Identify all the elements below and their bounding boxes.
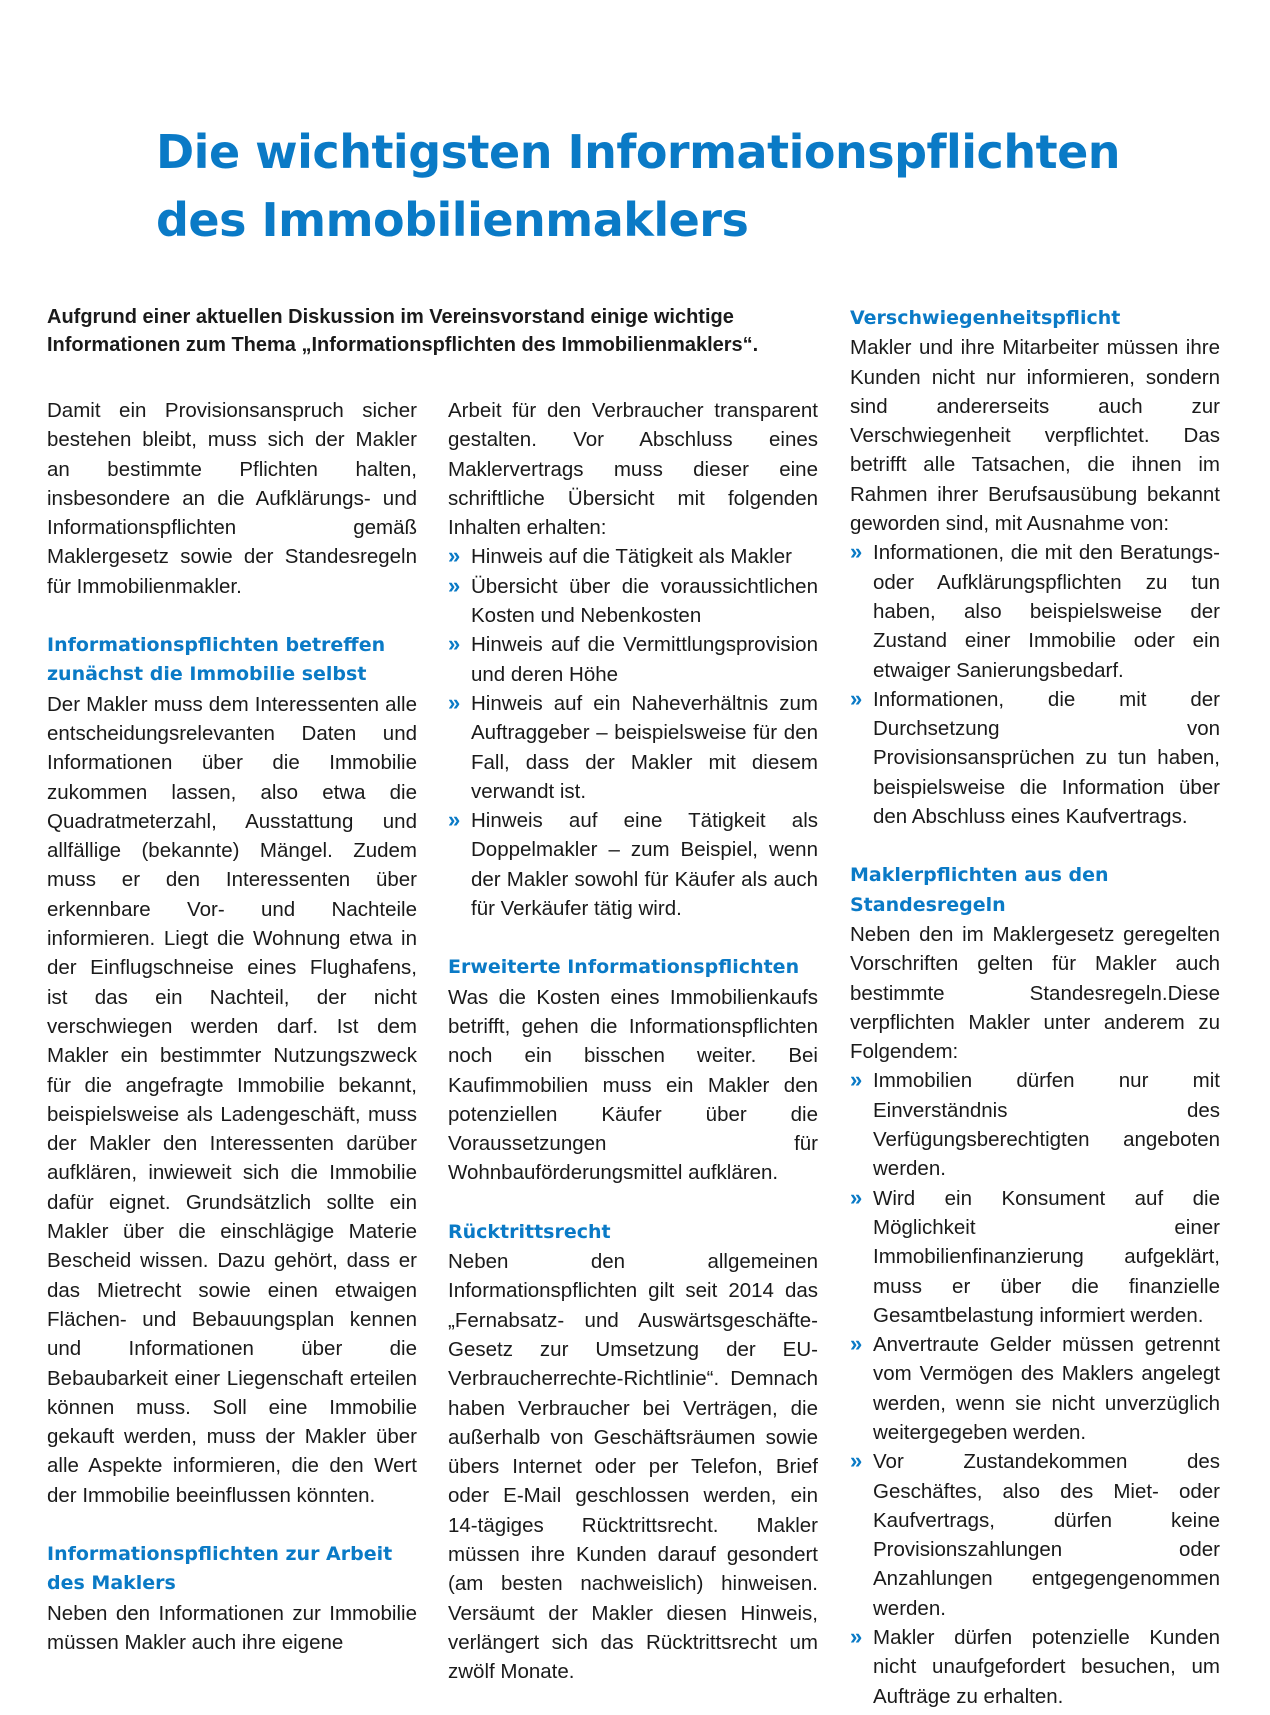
section-text-arbeit: Neben den Informationen zur Immobilie müssen Makler auch ihre eigene bbox=[47, 1601, 417, 1654]
lead-paragraph: Aufgrund einer aktuellen Diskussion im Vereinsvorstand einige wichtige Informationen zum Thema „Informationspflichten des Immobilienmaklers“. bbox=[47, 306, 759, 356]
list-item: » Vor Zustandekommen des Geschäftes, also des Miet- oder Kaufvertrags, dürfen keine Provisionszahlungen oder Anzahlungen entgegengenommen werden. bbox=[850, 1448, 1220, 1620]
list-item: » Makler dürfen potenzielle Kunden nicht unaufgefordert besuchen, um Aufträge zu erhalten. bbox=[850, 1624, 1220, 1708]
section-heading-standesregeln: Maklerpflichten aus den Standesregeln bbox=[850, 864, 1109, 916]
list-item: » Hinweis auf ein Naheverhältnis zum Auftraggeber – beispielsweise für den Fall, dass der Makler mit diesem verwandt ist. bbox=[448, 689, 818, 803]
bullet-arrow-icon: » bbox=[448, 631, 461, 657]
column-2 bbox=[448, 396, 818, 1686]
bullet-arrow-icon: » bbox=[448, 572, 461, 598]
column-3 bbox=[850, 304, 1220, 1711]
section-text-erweitert: Was die Kosten eines Immobilienkaufs betrifft, gehen die Informationspflichten noch ein bisschen weiter. Bei Kaufimmobilien muss ein Makler den potenziellen Käufer über die Voraussetzungen für Wohnbauförderungsmittel aufklären. bbox=[448, 985, 818, 1185]
section-heading-ruecktritt: Rücktrittsrecht bbox=[448, 1220, 611, 1243]
bullet-arrow-icon: » bbox=[448, 689, 461, 715]
list-item: » Hinweis auf die Tätigkeit als Makler bbox=[448, 542, 818, 571]
title-line-1: Die wichtigsten Informationspflichten bbox=[156, 125, 1121, 179]
column-1 bbox=[47, 396, 417, 1657]
list-item: » Übersicht über die voraussichtlichen Kosten und Nebenkosten bbox=[448, 572, 818, 628]
bullet-arrow-icon: » bbox=[850, 1067, 863, 1093]
section-heading-erweitert: Erweiterte Informationspflichten bbox=[448, 956, 800, 979]
list-item: » Wird ein Konsument auf die Möglichkeit einer Immobilienfinanzierung aufgeklärt, muss er über die finanzielle Gesamtbelastung informiert werden. bbox=[850, 1184, 1220, 1327]
list-item: » Anvertraute Gelder müssen getrennt vom Vermögen des Maklers angelegt werden, wenn sie nicht unverzüglich weitergegeben werden. bbox=[850, 1331, 1220, 1444]
bullet-arrow-icon: » bbox=[850, 539, 863, 565]
bullet-arrow-icon: » bbox=[850, 1184, 863, 1210]
bullet-arrow-icon: » bbox=[448, 807, 461, 833]
section-heading-immobilie: Informationspflichten betreffen zunächst die Immobilie selbst bbox=[47, 634, 386, 686]
section-text-verschwiegenheit: Makler und ihre Mitarbeiter müssen ihre Kunden nicht nur informieren, sondern sind andererseits auch zur Verschwiegenheit verpflichtet. Das betrifft alle Tatsachen, die ihnen im Rahmen ihrer Berufsausübung bekannt geworden sind, mit Ausnahme von: bbox=[850, 336, 1220, 536]
list-item: » Informationen, die mit der Durchsetzung von Provisionsansprüchen zu tun haben, beispielsweise die Information über den Abschluss eines Kaufvertrags. bbox=[850, 685, 1220, 829]
section-text-ruecktritt: Neben den allgemeinen Informationspflichten gilt seit 2014 das „Fernabsatz- und Auswärtsgeschäfte-Gesetz zur Umsetzung der EU-Verbraucherrechte-Richtlinie“. Demnach haben Verbraucher bei Verträgen, die außerhalb von Geschäftsräumen sowie übers Internet oder per Telefon, Brief oder E-Mail geschlossen werden, ein 14-tägiges Rücktrittsrecht. Makler müssen ihre Kunden darauf gesondert (am besten nachweislich) hinweisen. Versäumt der Makler diesen Hinweis, verlängert sich das Rücktrittsrecht um zwölf Monate. bbox=[448, 1250, 818, 1684]
bullet-arrow-icon: » bbox=[850, 685, 863, 711]
continuation-paragraph: Arbeit für den Verbraucher transparent gestalten. Vor Abschluss eines Maklervertrags muss dieser eine schriftliche Übersicht mit folgenden Inhalten erhalten: bbox=[448, 399, 818, 540]
bullet-list-standesregeln bbox=[850, 1066, 1220, 1711]
list-item: » Hinweis auf die Vermittlungsprovision und deren Höhe bbox=[448, 631, 818, 686]
list-item: » Informationen, die mit den Beratungs- oder Aufklärungspflichten zu tun haben, also beispielsweise der Zustand einer Immobilie oder ein etwaiger Sanierungsbedarf. bbox=[850, 539, 1220, 682]
bullet-arrow-icon: » bbox=[850, 1448, 863, 1474]
bullet-arrow-icon: » bbox=[850, 1624, 863, 1650]
page-title bbox=[156, 118, 1236, 254]
section-heading-verschwiegenheit: Verschwiegenheitspflicht bbox=[850, 307, 1121, 329]
bullet-list-overview bbox=[448, 542, 818, 923]
list-item: » Immobilien dürfen nur mit Einverständnis des Verfügungsberechtigten angeboten werden. bbox=[850, 1067, 1220, 1181]
list-item: » Hinweis auf eine Tätigkeit als Doppelmakler – zum Beispiel, wenn der Makler sowohl für Käufer als auch für Verkäufer tätig wird. bbox=[448, 807, 818, 921]
title-line-2: des Immobilienmaklers bbox=[156, 193, 749, 247]
section-text-standesregeln: Neben den im Maklergesetz geregelten Vorschriften gelten für Makler auch bestimmte Standesregeln.Diese verpflichten Makler unter anderem zu Folgendem: bbox=[850, 922, 1220, 1064]
bullet-arrow-icon: » bbox=[448, 543, 461, 569]
section-text-immobilie: Der Makler muss dem Interessenten alle entscheidungsrelevanten Daten und Informationen über die Immobilie zukommen lassen, also etwa die Quadratmeterzahl, Ausstattung und allfällige (bekannte) Mängel. Zudem muss er den Interessenten über erkennbare Vor- und Nachteile informieren. Liegt die Wohnung etwa in der Einflugschneise eines Flughafens, ist das ein Nachteil, der nicht verschwiegen werden darf. Ist dem Makler ein bestimmter Nutzungszweck für die angefragte Immobilie bekannt, beispielsweise als Ladengeschäft, muss der Makler den Interessenten darüber aufklären, inwieweit sich die Immobilie dafür eignet. Grundsätzlich sollte ein Makler über die einschlägige Materie Bescheid wissen. Dazu gehört, dass er das Mietrecht sowie einen etwaigen Flächen- und Bebauungsplan kennen und Informationen über die Bebaubarkeit einer Liegenschaft erteilen können muss. Soll eine Immobilie gekauft werden, muss der Makler über alle Aspekte informieren, die den Wert der Immobilie beeinflussen könnten. bbox=[47, 692, 417, 1507]
bullet-list-exceptions bbox=[850, 538, 1220, 831]
section-heading-arbeit: Informationspflichten zur Arbeit des Maklers bbox=[47, 1542, 393, 1595]
intro-paragraph: Damit ein Provisionsanspruch sicher bestehen bleibt, muss sich der Makler an bestimmte Pflichten halten, insbesondere an die Aufklärungs- und Informationspflichten gemäß Maklergesetz sowie der Standesregeln für Immobilienmakler. bbox=[47, 399, 417, 598]
bullet-arrow-icon: » bbox=[850, 1331, 863, 1357]
